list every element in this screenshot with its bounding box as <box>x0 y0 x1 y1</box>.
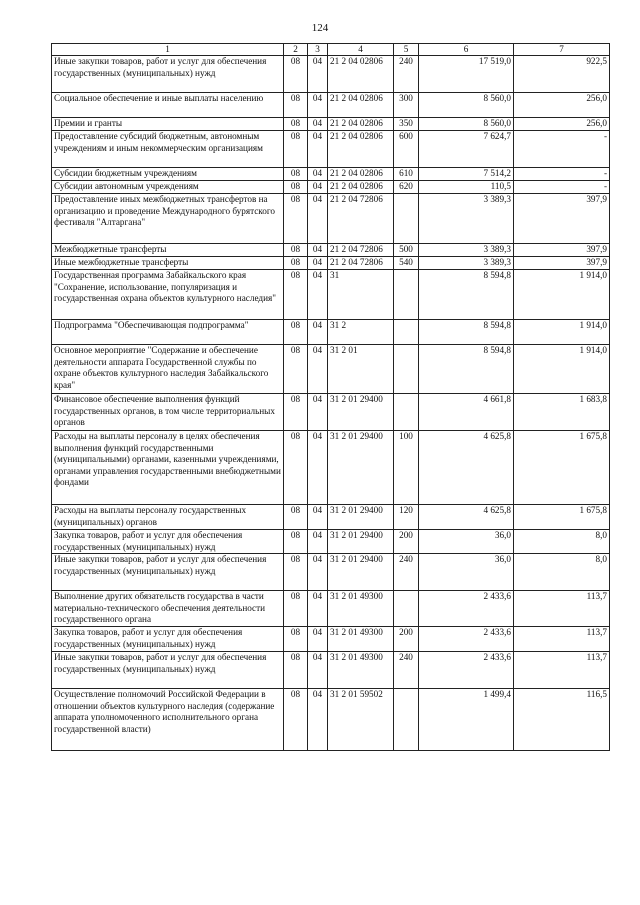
amount-col6: 8 560,0 <box>419 118 514 131</box>
expense-type-code <box>394 194 419 244</box>
column-header: 4 <box>328 44 394 56</box>
target-article-code: 21 2 04 72806 <box>328 244 394 257</box>
expense-type-code <box>394 394 419 431</box>
section-code: 08 <box>284 345 308 394</box>
section-code: 08 <box>284 270 308 320</box>
amount-col7: 8,0 <box>514 530 610 554</box>
target-article-code: 21 2 04 72806 <box>328 257 394 270</box>
row-name: Финансовое обеспечение выполнения функций государственных органов, в том числе территориальных органов <box>52 394 284 431</box>
row-name: Предоставление субсидий бюджетным, автономным учреждениям и иным некоммерческим организациям <box>52 131 284 168</box>
expense-type-code <box>394 270 419 320</box>
table-header-row <box>52 44 610 56</box>
target-article-code: 21 2 04 02806 <box>328 118 394 131</box>
amount-col6: 4 625,8 <box>419 431 514 505</box>
subsection-code: 04 <box>308 394 328 431</box>
amount-col6: 8 594,8 <box>419 320 514 345</box>
amount-col7: 8,0 <box>514 554 610 591</box>
subsection-code: 04 <box>308 530 328 554</box>
subsection-code: 04 <box>308 118 328 131</box>
amount-col6: 36,0 <box>419 554 514 591</box>
expense-type-code: 350 <box>394 118 419 131</box>
table-row <box>52 431 610 505</box>
table-row <box>52 118 610 131</box>
column-header: 5 <box>394 44 419 56</box>
row-name: Межбюджетные трансферты <box>52 244 284 257</box>
expense-type-code <box>394 320 419 345</box>
expense-type-code <box>394 345 419 394</box>
row-name: Закупка товаров, работ и услуг для обеспечения государственных (муниципальных) нужд <box>52 627 284 652</box>
target-article-code: 31 2 <box>328 320 394 345</box>
amount-col7: 1 914,0 <box>514 270 610 320</box>
amount-col6: 8 594,8 <box>419 345 514 394</box>
table-row <box>52 345 610 394</box>
table-row <box>52 689 610 751</box>
amount-col6: 4 625,8 <box>419 505 514 530</box>
row-name: Расходы на выплаты персоналу государственных (муниципальных) органов <box>52 505 284 530</box>
target-article-code: 21 2 04 02806 <box>328 56 394 93</box>
section-code: 08 <box>284 554 308 591</box>
subsection-code: 04 <box>308 168 328 181</box>
row-name: Иные закупки товаров, работ и услуг для обеспечения государственных (муниципальных) нужд <box>52 652 284 689</box>
target-article-code: 21 2 04 02806 <box>328 93 394 118</box>
amount-col6: 2 433,6 <box>419 627 514 652</box>
expense-type-code: 540 <box>394 257 419 270</box>
row-name: Иные закупки товаров, работ и услуг для обеспечения государственных (муниципальных) нужд <box>52 554 284 591</box>
expense-type-code: 600 <box>394 131 419 168</box>
table-row <box>52 181 610 194</box>
row-name: Подпрограмма "Обеспечивающая подпрограмма" <box>52 320 284 345</box>
section-code: 08 <box>284 194 308 244</box>
amount-col6: 7 514,2 <box>419 168 514 181</box>
target-article-code: 31 2 01 29400 <box>328 505 394 530</box>
subsection-code: 04 <box>308 93 328 118</box>
target-article-code: 31 2 01 29400 <box>328 554 394 591</box>
amount-col7: 1 914,0 <box>514 345 610 394</box>
section-code: 08 <box>284 689 308 751</box>
expense-type-code: 240 <box>394 56 419 93</box>
table-row <box>52 56 610 93</box>
amount-col6: 17 519,0 <box>419 56 514 93</box>
amount-col7: 113,7 <box>514 652 610 689</box>
amount-col6: 110,5 <box>419 181 514 194</box>
table-row <box>52 244 610 257</box>
table-row <box>52 194 610 244</box>
column-header: 7 <box>514 44 610 56</box>
target-article-code: 31 2 01 59502 <box>328 689 394 751</box>
subsection-code: 04 <box>308 431 328 505</box>
section-code: 08 <box>284 118 308 131</box>
subsection-code: 04 <box>308 320 328 345</box>
target-article-code: 31 2 01 29400 <box>328 394 394 431</box>
target-article-code: 21 2 04 02806 <box>328 168 394 181</box>
row-name: Предоставление иных межбюджетных трансфертов на организацию и проведение Международного бурятского фестиваля "Алтаргана" <box>52 194 284 244</box>
row-name: Социальное обеспечение и иные выплаты населению <box>52 93 284 118</box>
subsection-code: 04 <box>308 505 328 530</box>
section-code: 08 <box>284 168 308 181</box>
table-row <box>52 320 610 345</box>
section-code: 08 <box>284 244 308 257</box>
expense-type-code <box>394 689 419 751</box>
amount-col7: 113,7 <box>514 627 610 652</box>
section-code: 08 <box>284 131 308 168</box>
row-name: Закупка товаров, работ и услуг для обеспечения государственных (муниципальных) нужд <box>52 530 284 554</box>
amount-col7: 1 914,0 <box>514 320 610 345</box>
target-article-code: 21 2 04 72806 <box>328 194 394 244</box>
amount-col6: 3 389,3 <box>419 194 514 244</box>
section-code: 08 <box>284 181 308 194</box>
column-header: 1 <box>52 44 284 56</box>
row-name: Государственная программа Забайкальского края "Сохранение, использование, популяризация и государственная охрана объектов культурного наследия" <box>52 270 284 320</box>
column-header: 3 <box>308 44 328 56</box>
column-header: 6 <box>419 44 514 56</box>
section-code: 08 <box>284 394 308 431</box>
section-code: 08 <box>284 320 308 345</box>
expense-type-code: 200 <box>394 627 419 652</box>
target-article-code: 31 <box>328 270 394 320</box>
table-row <box>52 394 610 431</box>
amount-col7: 397,9 <box>514 244 610 257</box>
subsection-code: 04 <box>308 345 328 394</box>
amount-col7: - <box>514 131 610 168</box>
section-code: 08 <box>284 652 308 689</box>
subsection-code: 04 <box>308 591 328 627</box>
section-code: 08 <box>284 431 308 505</box>
subsection-code: 04 <box>308 181 328 194</box>
table-row <box>52 530 610 554</box>
amount-col7: 116,5 <box>514 689 610 751</box>
amount-col6: 3 389,3 <box>419 257 514 270</box>
column-header: 2 <box>284 44 308 56</box>
expense-type-code: 100 <box>394 431 419 505</box>
subsection-code: 04 <box>308 56 328 93</box>
expense-type-code: 500 <box>394 244 419 257</box>
subsection-code: 04 <box>308 270 328 320</box>
section-code: 08 <box>284 530 308 554</box>
amount-col7: 256,0 <box>514 118 610 131</box>
row-name: Иные закупки товаров, работ и услуг для обеспечения государственных (муниципальных) нужд <box>52 56 284 93</box>
subsection-code: 04 <box>308 244 328 257</box>
page-number: 124 <box>311 22 329 34</box>
amount-col7: - <box>514 168 610 181</box>
expense-type-code: 240 <box>394 554 419 591</box>
subsection-code: 04 <box>308 194 328 244</box>
section-code: 08 <box>284 591 308 627</box>
target-article-code: 31 2 01 49300 <box>328 652 394 689</box>
amount-col6: 3 389,3 <box>419 244 514 257</box>
row-name: Расходы на выплаты персоналу в целях обеспечения выполнения функций государственными (муниципальными) органами, казенными учреждениями, органами управления государственными внебюджетными фондами <box>52 431 284 505</box>
amount-col7: 1 683,8 <box>514 394 610 431</box>
row-name: Субсидии бюджетным учреждениям <box>52 168 284 181</box>
expense-type-code <box>394 591 419 627</box>
expense-type-code: 610 <box>394 168 419 181</box>
section-code: 08 <box>284 56 308 93</box>
table-row <box>52 627 610 652</box>
table-row <box>52 93 610 118</box>
amount-col6: 36,0 <box>419 530 514 554</box>
table-row <box>52 270 610 320</box>
amount-col7: - <box>514 181 610 194</box>
amount-col6: 8 594,8 <box>419 270 514 320</box>
amount-col6: 4 661,8 <box>419 394 514 431</box>
table-row <box>52 505 610 530</box>
expense-type-code: 200 <box>394 530 419 554</box>
amount-col6: 7 624,7 <box>419 131 514 168</box>
table-row <box>52 554 610 591</box>
expense-type-code: 120 <box>394 505 419 530</box>
section-code: 08 <box>284 257 308 270</box>
target-article-code: 31 2 01 29400 <box>328 431 394 505</box>
section-code: 08 <box>284 505 308 530</box>
subsection-code: 04 <box>308 627 328 652</box>
table-row <box>52 131 610 168</box>
row-name: Выполнение других обязательств государства в части материально-технического обеспечения деятельности государственного органа <box>52 591 284 627</box>
amount-col6: 2 433,6 <box>419 652 514 689</box>
subsection-code: 04 <box>308 131 328 168</box>
section-code: 08 <box>284 93 308 118</box>
target-article-code: 31 2 01 29400 <box>328 530 394 554</box>
table-row <box>52 591 610 627</box>
section-code: 08 <box>284 627 308 652</box>
table-row <box>52 652 610 689</box>
expense-type-code: 620 <box>394 181 419 194</box>
target-article-code: 21 2 04 02806 <box>328 181 394 194</box>
amount-col7: 1 675,8 <box>514 505 610 530</box>
amount-col6: 2 433,6 <box>419 591 514 627</box>
amount-col6: 8 560,0 <box>419 93 514 118</box>
expense-type-code: 240 <box>394 652 419 689</box>
row-name: Осуществление полномочий Российской Федерации в отношении объектов культурного наследия (содержание аппарата уполномоченного исполнительного органа государственной власти) <box>52 689 284 751</box>
amount-col7: 113,7 <box>514 591 610 627</box>
row-name: Премии и гранты <box>52 118 284 131</box>
target-article-code: 31 2 01 49300 <box>328 627 394 652</box>
table-row <box>52 257 610 270</box>
amount-col7: 1 675,8 <box>514 431 610 505</box>
subsection-code: 04 <box>308 652 328 689</box>
amount-col7: 922,5 <box>514 56 610 93</box>
subsection-code: 04 <box>308 689 328 751</box>
subsection-code: 04 <box>308 257 328 270</box>
budget-table <box>51 43 610 751</box>
amount-col7: 397,9 <box>514 257 610 270</box>
row-name: Субсидии автономным учреждениям <box>52 181 284 194</box>
table-row <box>52 168 610 181</box>
amount-col7: 256,0 <box>514 93 610 118</box>
target-article-code: 31 2 01 49300 <box>328 591 394 627</box>
row-name: Основное мероприятие "Содержание и обеспечение деятельности аппарата Государственной службы по охране объектов культурного наследия Забайкальского края" <box>52 345 284 394</box>
amount-col6: 1 499,4 <box>419 689 514 751</box>
row-name: Иные межбюджетные трансферты <box>52 257 284 270</box>
subsection-code: 04 <box>308 554 328 591</box>
amount-col7: 397,9 <box>514 194 610 244</box>
target-article-code: 31 2 01 <box>328 345 394 394</box>
expense-type-code: 300 <box>394 93 419 118</box>
target-article-code: 21 2 04 02806 <box>328 131 394 168</box>
